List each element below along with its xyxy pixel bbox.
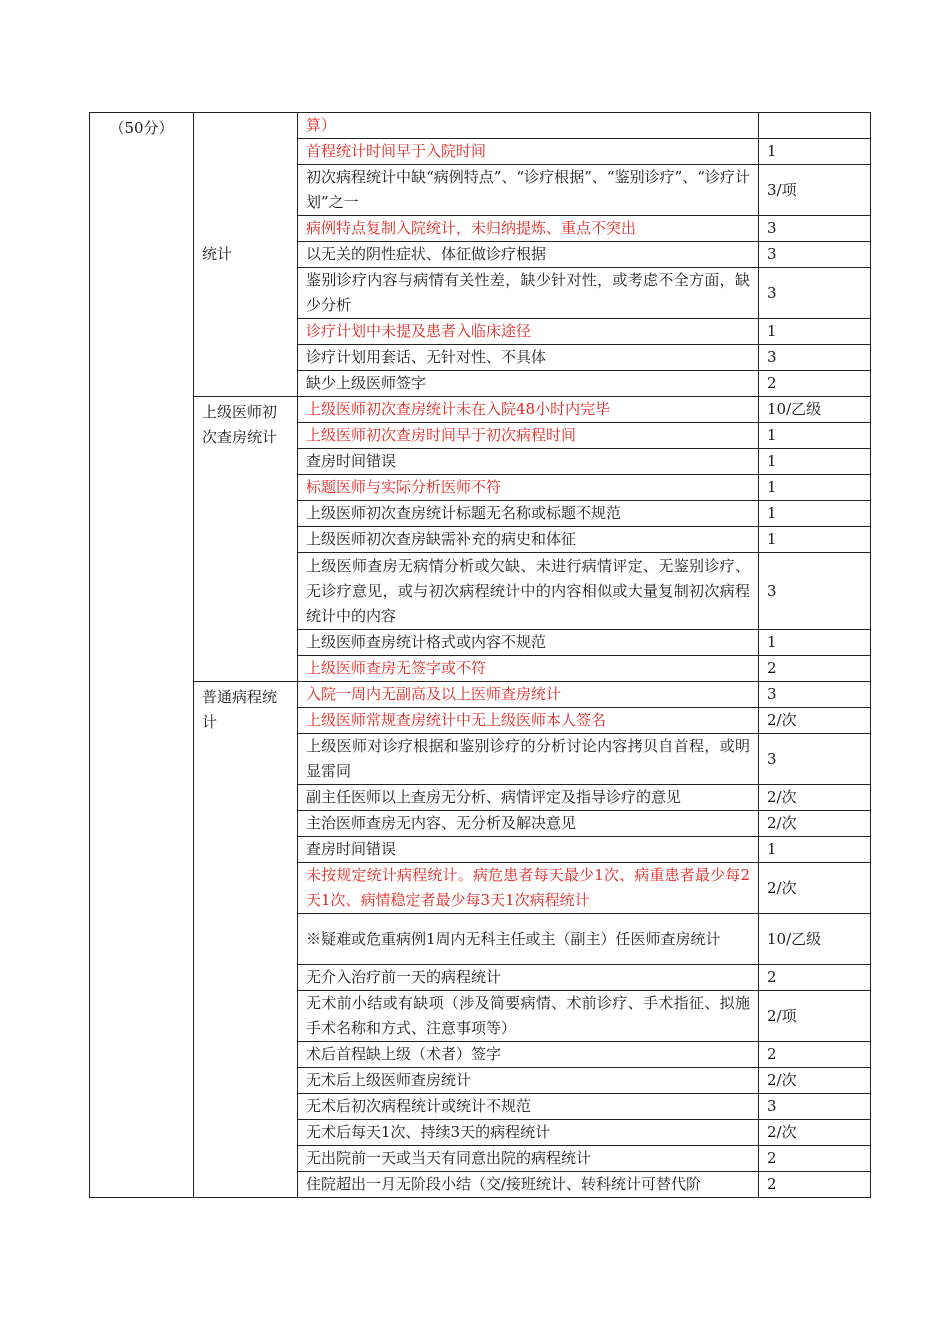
criterion-text: 上级医师对诊疗根据和鉴别诊疗的分析讨论内容拷贝自首程，或明显雷同 bbox=[298, 734, 759, 785]
criterion-text: 缺少上级医师签字 bbox=[298, 371, 759, 397]
criterion-text: ※疑难或危重病例1周内无科主任或主（副主）任医师查房统计 bbox=[298, 914, 759, 965]
criterion-text: 上级医师初次查房统计标题无名称或标题不规范 bbox=[298, 501, 759, 527]
deduction-score: 1 bbox=[759, 319, 871, 345]
criterion-text: 未按规定统计病程统计。病危患者每天最少1次、病重患者最少每2天1次、病情稳定者最少每3天1次病程统计 bbox=[298, 863, 759, 914]
deduction-score: 1 bbox=[759, 837, 871, 863]
deduction-score: 10/乙级 bbox=[759, 397, 871, 423]
deduction-score: 3 bbox=[759, 242, 871, 268]
criterion-text: 查房时间错误 bbox=[298, 449, 759, 475]
deduction-score: 1 bbox=[759, 139, 871, 165]
scoring-table bbox=[89, 112, 871, 1198]
deduction-score: 2/次 bbox=[759, 811, 871, 837]
deduction-score: 2/次 bbox=[759, 1068, 871, 1094]
criterion-text: 无术前小结或有缺项（涉及简要病情、术前诊疗、手术指征、拟施手术名称和方式、注意事项等） bbox=[298, 991, 759, 1042]
deduction-score: 3/项 bbox=[759, 165, 871, 216]
deduction-score: 2/次 bbox=[759, 708, 871, 734]
deduction-score: 10/乙级 bbox=[759, 914, 871, 965]
category-score-cell: （50分） bbox=[90, 113, 194, 1198]
deduction-score: 2 bbox=[759, 1172, 871, 1198]
criterion-text: 病例特点复制入院统计，未归纳提炼、重点不突出 bbox=[298, 216, 759, 242]
criterion-text: 诊疗计划中未提及患者入临床途径 bbox=[298, 319, 759, 345]
criterion-text: 上级医师常规查房统计中无上级医师本人签名 bbox=[298, 708, 759, 734]
deduction-score: 2/项 bbox=[759, 991, 871, 1042]
criterion-text: 无术后初次病程统计或统计不规范 bbox=[298, 1094, 759, 1120]
deduction-score: 2/次 bbox=[759, 1120, 871, 1146]
criterion-text: 住院超出一月无阶段小结（交/接班统计、转科统计可替代阶 bbox=[298, 1172, 759, 1198]
deduction-score: 1 bbox=[759, 449, 871, 475]
deduction-score: 2 bbox=[759, 1146, 871, 1172]
deduction-score: 1 bbox=[759, 423, 871, 449]
deduction-score: 3 bbox=[759, 345, 871, 371]
criterion-text: 上级医师查房统计格式或内容不规范 bbox=[298, 630, 759, 656]
criterion-text: 上级医师初次查房缺需补充的病史和体征 bbox=[298, 527, 759, 553]
deduction-score: 3 bbox=[759, 216, 871, 242]
criterion-text: 上级医师查房无病情分析或欠缺、未进行病情评定、无鉴别诊疗、无诊疗意见，或与初次病程统计中的内容相似或大量复制初次病程统计中的内容 bbox=[298, 553, 759, 630]
criterion-text: 主治医师查房无内容、无分析及解决意见 bbox=[298, 811, 759, 837]
criterion-text: 无出院前一天或当天有同意出院的病程统计 bbox=[298, 1146, 759, 1172]
criterion-text: 副主任医师以上查房无分析、病情评定及指导诊疗的意见 bbox=[298, 785, 759, 811]
criterion-text: 上级医师初次查房时间早于初次病程时间 bbox=[298, 423, 759, 449]
table-row bbox=[90, 113, 871, 139]
criterion-text: 以无关的阴性症状、体征做诊疗根据 bbox=[298, 242, 759, 268]
criterion-text: 查房时间错误 bbox=[298, 837, 759, 863]
deduction-score: 1 bbox=[759, 501, 871, 527]
criterion-text: 鉴别诊疗内容与病情有关性差，缺少针对性，或考虑不全方面，缺少分析 bbox=[298, 268, 759, 319]
section-title-cell: 上级医师初次查房统计 bbox=[194, 397, 298, 682]
criterion-text: 上级医师查房无签字或不符 bbox=[298, 656, 759, 682]
deduction-score: 2/次 bbox=[759, 863, 871, 914]
criterion-text: 无术后上级医师查房统计 bbox=[298, 1068, 759, 1094]
criterion-text: 入院一周内无副高及以上医师查房统计 bbox=[298, 682, 759, 708]
deduction-score: 3 bbox=[759, 734, 871, 785]
table-row bbox=[90, 682, 871, 708]
deduction-score: 3 bbox=[759, 268, 871, 319]
deduction-score: 2 bbox=[759, 965, 871, 991]
criterion-text: 无介入治疗前一天的病程统计 bbox=[298, 965, 759, 991]
criterion-text: 诊疗计划用套话、无针对性、不具体 bbox=[298, 345, 759, 371]
section-title-cell: 普通病程统计 bbox=[194, 682, 298, 1198]
criterion-text: 算） bbox=[298, 113, 759, 139]
deduction-score: 3 bbox=[759, 553, 871, 630]
criterion-text: 首程统计时间早于入院时间 bbox=[298, 139, 759, 165]
deduction-score: 2/次 bbox=[759, 785, 871, 811]
deduction-score: 2 bbox=[759, 371, 871, 397]
table-row bbox=[90, 397, 871, 423]
deduction-score bbox=[759, 113, 871, 139]
deduction-score: 2 bbox=[759, 1042, 871, 1068]
deduction-score: 1 bbox=[759, 527, 871, 553]
criterion-text: 初次病程统计中缺“病例特点”、“诊疗根据”、“鉴别诊疗”、“诊疗计划”之一 bbox=[298, 165, 759, 216]
criterion-text: 标题医师与实际分析医师不符 bbox=[298, 475, 759, 501]
criterion-text: 上级医师初次查房统计未在入院48小时内完毕 bbox=[298, 397, 759, 423]
criterion-text: 无术后每天1次、持续3天的病程统计 bbox=[298, 1120, 759, 1146]
deduction-score: 2 bbox=[759, 656, 871, 682]
criterion-text: 术后首程缺上级（术者）签字 bbox=[298, 1042, 759, 1068]
deduction-score: 1 bbox=[759, 630, 871, 656]
section-title-cell: 统计 bbox=[194, 113, 298, 397]
scoring-table-body bbox=[90, 113, 871, 1198]
deduction-score: 1 bbox=[759, 475, 871, 501]
deduction-score: 3 bbox=[759, 682, 871, 708]
deduction-score: 3 bbox=[759, 1094, 871, 1120]
